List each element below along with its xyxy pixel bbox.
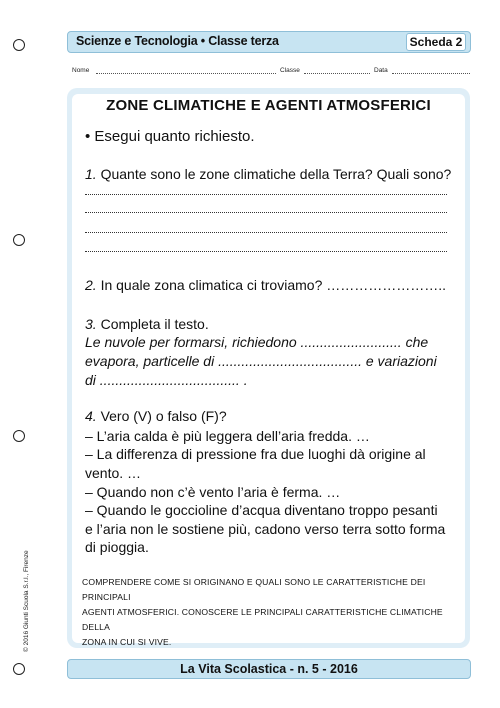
question-4-text: Vero (V) o falso (F)? (100, 408, 227, 424)
question-2-number: 2. (85, 277, 97, 293)
statement-line: – La differenza di pressione fra due luoghi dà origine al (85, 446, 426, 462)
question-3-number: 3. (85, 316, 97, 332)
cloze-line-2: evapora, particelle di ..................................... e variazioni (85, 353, 437, 369)
binder-hole-upper (13, 234, 25, 246)
binder-hole-lower (13, 430, 25, 442)
statement-line: – Quando non c’è vento l’aria è ferma. … (85, 484, 341, 500)
sheet-label: Scheda 2 (406, 33, 466, 51)
statement-line: e l’aria non le sostiene più, cadono verso terra sotto forma (85, 521, 446, 537)
name-label: Nome (72, 67, 90, 74)
objective-line: ZONA IN CUI SI VIVE. (82, 637, 172, 647)
student-fields (72, 67, 470, 79)
cloze-line-3: di .................................... . (85, 372, 248, 388)
worksheet-title: ZONE CLIMATICHE E AGENTI ATMOSFERICI (106, 97, 431, 114)
question-4 (85, 407, 227, 425)
answer-line-2[interactable] (85, 212, 447, 213)
class-line[interactable] (304, 73, 370, 74)
answer-line-4[interactable] (85, 251, 447, 252)
answer-line-1[interactable] (85, 194, 447, 195)
question-1-text: Quante sono le zone climatiche della Terra? Quali sono? (100, 166, 452, 182)
question-2 (85, 276, 446, 294)
question-3 (85, 315, 209, 333)
date-line[interactable] (392, 73, 470, 74)
question-3-text: Completa il testo. (100, 316, 209, 332)
date-label: Data (374, 67, 388, 74)
binder-hole-bottom (13, 663, 25, 675)
statement-line: di pioggia. (85, 539, 149, 555)
question-1-number: 1. (85, 166, 97, 182)
statement-line: – Quando le goccioline d’acqua diventano troppo pesanti (85, 502, 438, 518)
question-1 (85, 165, 451, 183)
statement-line: vento. … (85, 465, 142, 481)
question-4-number: 4. (85, 408, 97, 424)
cloze-line-1: Le nuvole per formarsi, richiedono .......................... che (85, 334, 429, 350)
objective-line: AGENTI ATMOSFERICI. CONOSCERE LE PRINCIPALI CARATTERISTICHE CLIMATICHE DELLA (82, 607, 443, 632)
statement-line: – L’aria calda è più leggera dell’aria fredda. … (85, 428, 370, 444)
instruction: • Esegui quanto richiesto. (85, 128, 255, 145)
class-label: Classe (280, 67, 300, 74)
header-bar (67, 31, 471, 53)
answer-line-3[interactable] (85, 232, 447, 233)
name-line[interactable] (96, 73, 276, 74)
question-2-text: In quale zona climatica ci troviamo? …………………….. (100, 277, 447, 293)
footer-bar: La Vita Scolastica - n. 5 - 2016 (67, 659, 471, 679)
learning-objectives (82, 575, 460, 650)
copyright-notice: © 2016 Giunti Scuola S.r.l., Firenze (23, 550, 30, 652)
binder-hole-top (13, 39, 25, 51)
objective-line: COMPRENDERE COME SI ORIGINANO E QUALI SONO LE CARATTERISTICHE DEI PRINCIPALI (82, 577, 426, 602)
subject-title: Scienze e Tecnologia • Classe terza (76, 34, 279, 48)
